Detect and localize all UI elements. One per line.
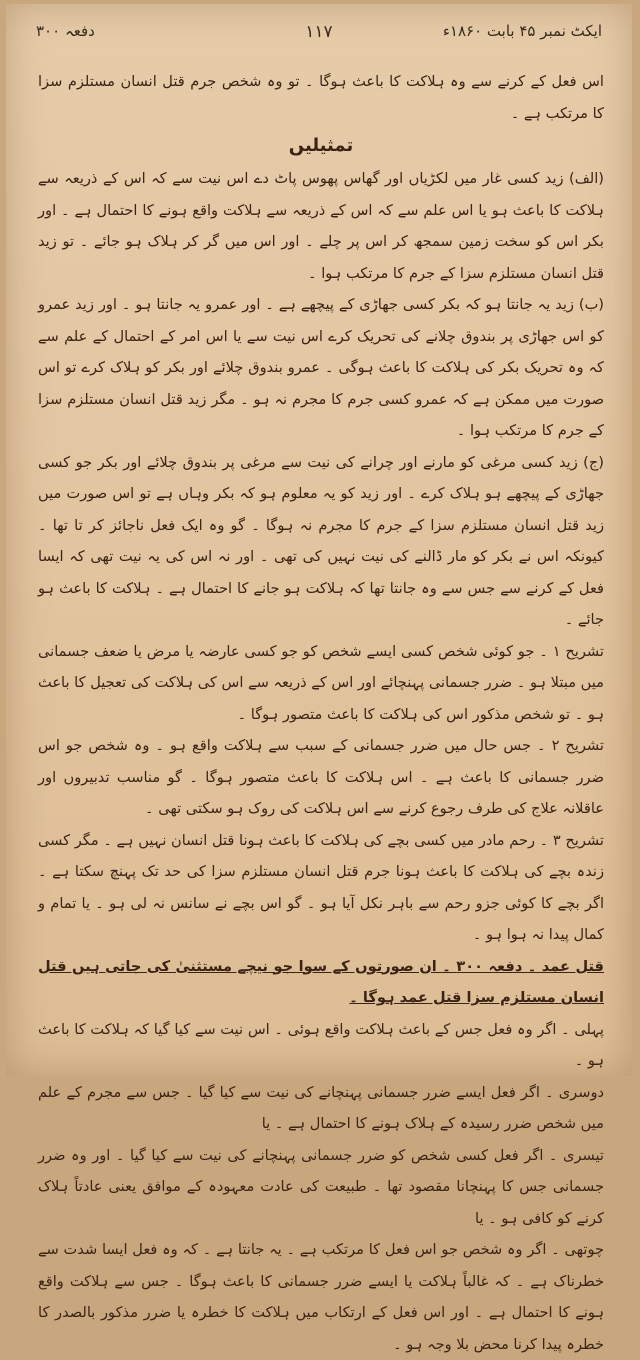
illustration-b: (ب) زید یہ جانتا ہو کہ بکر کسی جھاڑی کے پیچھے ہے ۔ اور عمرو یہ جانتا ہو ۔ اور زید عمرو کو اس جھاڑی پر بندوق چلانے کی تحریک کرے اس نیت سے یا اس امر کے احتمال کے علم سے کہ وہ تحریک بکر کی ہلاکت کا باعث ہوگی ۔ عمرو بندوق چلائے اور بکر کو ہلاک کرے تو اس صورت میں ممکن ہے کہ عمرو کسی جرم کا مجرم نہ ہو ۔ مگر زید قتل انسان مستلزم سزا کے جرم کا مرتکب ہوا ۔	[38, 296, 604, 439]
explanation-2: تشریح ۲ ۔ جس حال میں ضرر جسمانی کے سبب سے ہلاکت واقع ہو ۔ وہ شخص جو اس ضرر جسمانی کا باعث ہے ۔ اس ہلاکت کا باعث متصور ہوگا ۔ گو مناسب تدبیروں اور عاقلانہ علاج کی طرف رجوع کرنے سے اس ہلاکت کی روک ہو سکتی تھی ۔	[38, 737, 604, 817]
clause-second: دوسری ۔ اگر فعل ایسے ضرر جسمانی پہنچانے کی نیت سے کیا گیا ۔ جس سے مجرم کے علم میں شخص ضرر رسیدہ کے ہلاک ہونے کا احتمال ہے ۔ یا	[38, 1083, 604, 1132]
clause-first: پہلی ۔ اگر وہ فعل جس کے باعث ہلاکت واقع ہوئی ۔ اس نیت سے کیا گیا کہ ہلاکت کا باعث ہو ۔	[38, 1020, 604, 1069]
header-section-number: دفعہ ۳۰۰	[36, 22, 95, 40]
page-header	[36, 22, 602, 56]
page-body	[37, 66, 604, 1353]
clause-fourth: چوتھی ۔ اگر وہ شخص جو اس فعل کا مرتکب ہے ۔ یہ جانتا ہے ۔ کہ وہ فعل ایسا شدت سے خطرناک ہے ۔ کہ غالباً ہلاکت یا ایسے ضرر جسمانی کا باعث ہوگا ۔ جس سے ہلاکت واقع ہونے کا احتمال ہے ۔ اور اس فعل کے ارتکاب میں ہلاکت کا خطرہ یا ضرر مذکور بالصدر کا خطرہ پیدا کرنا محض بلا وجہ ہو ۔	[38, 1241, 604, 1353]
section-300-heading: قتل عمد ۔ دفعہ ۳۰۰ ۔ ان صورتوں کے سوا جو نیچے مستثنیٰ کی جاتی ہیں قتل انسان مستلزم سزا قتل عمد ہوگا ۔	[38, 957, 604, 1006]
header-act-title: ایکٹ نمبر ۴۵ بابت ۱۸۶۰ء	[442, 22, 602, 40]
paragraph-intro: اس فعل کے کرنے سے وہ ہلاکت کا باعث ہوگا ۔ تو وہ شخص جرم قتل انسان مستلزم سزا کا مرتکب ہے ۔	[38, 73, 604, 122]
illustration-a: (الف) زید کسی غار میں لکڑیاں اور گھاس پھوس پاٹ دے اس نیت سے کہ اس کے ذریعہ سے ہلاکت کا باعث ہو یا اس علم سے کہ اس کے ذریعہ سے ہلاکت واقع ہونے کا احتمال ہے ۔ اور بکر اس کو سخت زمین سمجھ کر اس پر چلے ۔ اور اس میں گر کر ہلاک ہو جائے ۔ تو زید قتل انسان مستلزم سزا کے جرم کا مرتکب ہوا ۔	[38, 170, 604, 282]
page-number: ۱۱۷	[305, 22, 333, 42]
explanation-3: تشریح ۳ ۔ رحم مادر میں کسی بچے کی ہلاکت کا باعث ہونا قتل انسان نہیں ہے ۔ مگر کسی زندہ بچے کی ہلاکت کا باعث ہونا جرم قتل انسان مستلزم سزا کی حد تک پہنچ سکتا ہے ۔ اگر بچے کا کوئی جزو رحم سے باہر نکل آیا ہو ۔ گو اس بچے نے سانس نہ لی ہو ۔ یا تمام و کمال پیدا نہ ہوا ہو ۔	[37, 831, 604, 943]
document-page	[6, 4, 632, 1353]
illustrations-heading: تمثیلیں	[288, 135, 354, 156]
explanation-1: تشریح ۱ ۔ جو کوئی شخص کسی ایسے شخص کو جو کسی عارضہ یا مرض یا ضعف جسمانی میں مبتلا ہو ۔ ضرر جسمانی پہنچائے اور اس کے ذریعہ سے اس کی ہلاکت کی تعجیل کا باعث ہو ۔ تو شخص مذکور اس کی ہلاکت کا باعث متصور ہوگا ۔	[38, 642, 604, 723]
illustration-c: (ج) زید کسی مرغی کو مارنے اور چرانے کی نیت سے مرغی پر بندوق چلائے اور بکر جو کسی جھاڑی کے پیچھے ہو ہلاک کرے ۔ اور زید کو یہ معلوم ہو کہ بکر وہاں ہے تو اس صورت میں زید قتل انسان مستلزم سزا کے جرم کا مجرم نہ ہوگا ۔ گو وہ ایک فعل ناجائز کر تا تھا ۔ کیونکہ اس نے بکر کو مار ڈالنے کی نیت نہیں کی تھی ۔ اور نہ اس کی یہ نیت تھی کہ ایسا فعل کے کرنے سے جس سے وہ جانتا تھا کہ ہلاکت ہو جانے کا احتمال ہے ۔ ہلاکت کا باعث ہو جائے ۔	[38, 453, 604, 628]
clause-third: تیسری ۔ اگر فعل کسی شخص کو ضرر جسمانی پہنچانے کی نیت سے کیا گیا ۔ اور وہ ضرر جسمانی جس کا پہنچانا مقصود تھا ۔ طبیعت کی عادت معہودہ کے موافق یعنی عادتاً ہلاک کرنے کو کافی ہو ۔ یا	[38, 1146, 604, 1227]
